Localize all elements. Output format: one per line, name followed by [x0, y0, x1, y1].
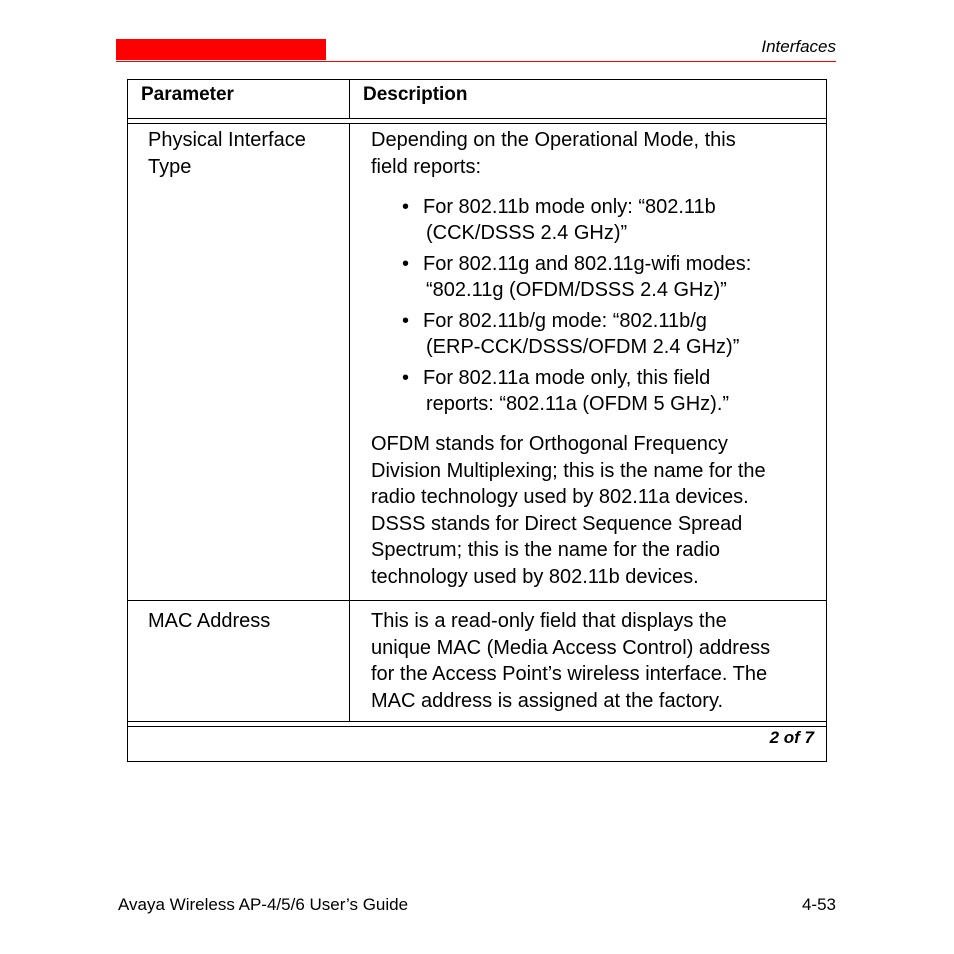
header-accent-bar: [116, 39, 326, 60]
desc-line: unique MAC (Media Access Control) address: [371, 636, 771, 659]
desc-line: Spectrum; this is the name for the radio: [371, 539, 721, 561]
bullet-icon: •: [402, 253, 410, 275]
footer-guide-title: Avaya Wireless AP-4/5/6 User’s Guide: [118, 895, 409, 914]
header-rule-top: [128, 118, 826, 119]
column-header-description: Description: [363, 84, 468, 105]
param-line: Type: [148, 155, 192, 178]
list-item: [399, 308, 809, 360]
param-line: MAC Address: [148, 610, 271, 632]
list-item: [399, 194, 809, 246]
desc-line: OFDM stands for Orthogonal Frequency: [371, 433, 728, 455]
desc-line: Division Multiplexing; this is the name for the: [371, 459, 766, 482]
table-bottom-rule-bottom: [128, 726, 826, 727]
bullet-line: For 802.11a mode only, this field: [423, 367, 711, 389]
param-line: Physical Interface: [148, 129, 306, 151]
table-header-row: [128, 80, 826, 118]
list-item: [399, 251, 809, 303]
bullet-line: “802.11g (OFDM/DSSS 2.4 GHz)”: [426, 279, 727, 301]
column-divider: [349, 80, 350, 118]
desc-line: field reports:: [371, 155, 482, 178]
table-row-parameter: [148, 608, 343, 635]
table-bottom-rule-top: [128, 721, 826, 722]
desc-line: technology used by 802.11b devices.: [371, 565, 699, 588]
desc-line: radio technology used by 802.11a devices.: [371, 486, 749, 508]
bullet-line: reports: “802.11a (OFDM 5 GHz).”: [426, 393, 730, 415]
bullet-line: For 802.11b mode only: “802.11b: [423, 196, 716, 218]
bullet-line: (ERP-CCK/DSSS/OFDM 2.4 GHz)”: [426, 336, 740, 358]
desc-line: Depending on the Operational Mode, this: [371, 129, 736, 151]
row-divider: [128, 600, 826, 601]
desc-line: DSSS stands for Direct Sequence Spread: [371, 512, 743, 535]
table-row-description-outro: [371, 431, 821, 590]
list-item: [399, 365, 809, 417]
section-title: Interfaces: [761, 37, 836, 56]
table-page-counter: 2 of 7: [769, 728, 814, 747]
header-rule: [116, 61, 836, 62]
bullet-line: For 802.11g and 802.11g-wifi modes:: [423, 253, 752, 275]
bullet-line: (CCK/DSSS 2.4 GHz)”: [426, 222, 628, 244]
header-rule-bottom: [128, 123, 826, 124]
desc-line: This is a read-only field that displays the: [371, 610, 727, 632]
bullet-icon: •: [402, 310, 410, 332]
desc-line: MAC address is assigned at the factory.: [371, 689, 724, 712]
bullet-icon: •: [402, 196, 410, 218]
mode-bullet-list: [399, 194, 809, 422]
table-row-description-intro: [371, 127, 821, 180]
table-row-parameter: [148, 127, 343, 180]
column-divider: [349, 123, 350, 721]
bullet-line: For 802.11b/g mode: “802.11b/g: [423, 310, 707, 332]
column-header-parameter: Parameter: [141, 84, 234, 105]
parameter-table: [127, 79, 827, 762]
table-row-description: [371, 608, 821, 714]
footer-page-number: 4-53: [801, 895, 836, 914]
desc-line: for the Access Point’s wireless interface. The: [371, 663, 768, 685]
bullet-icon: •: [402, 367, 410, 389]
